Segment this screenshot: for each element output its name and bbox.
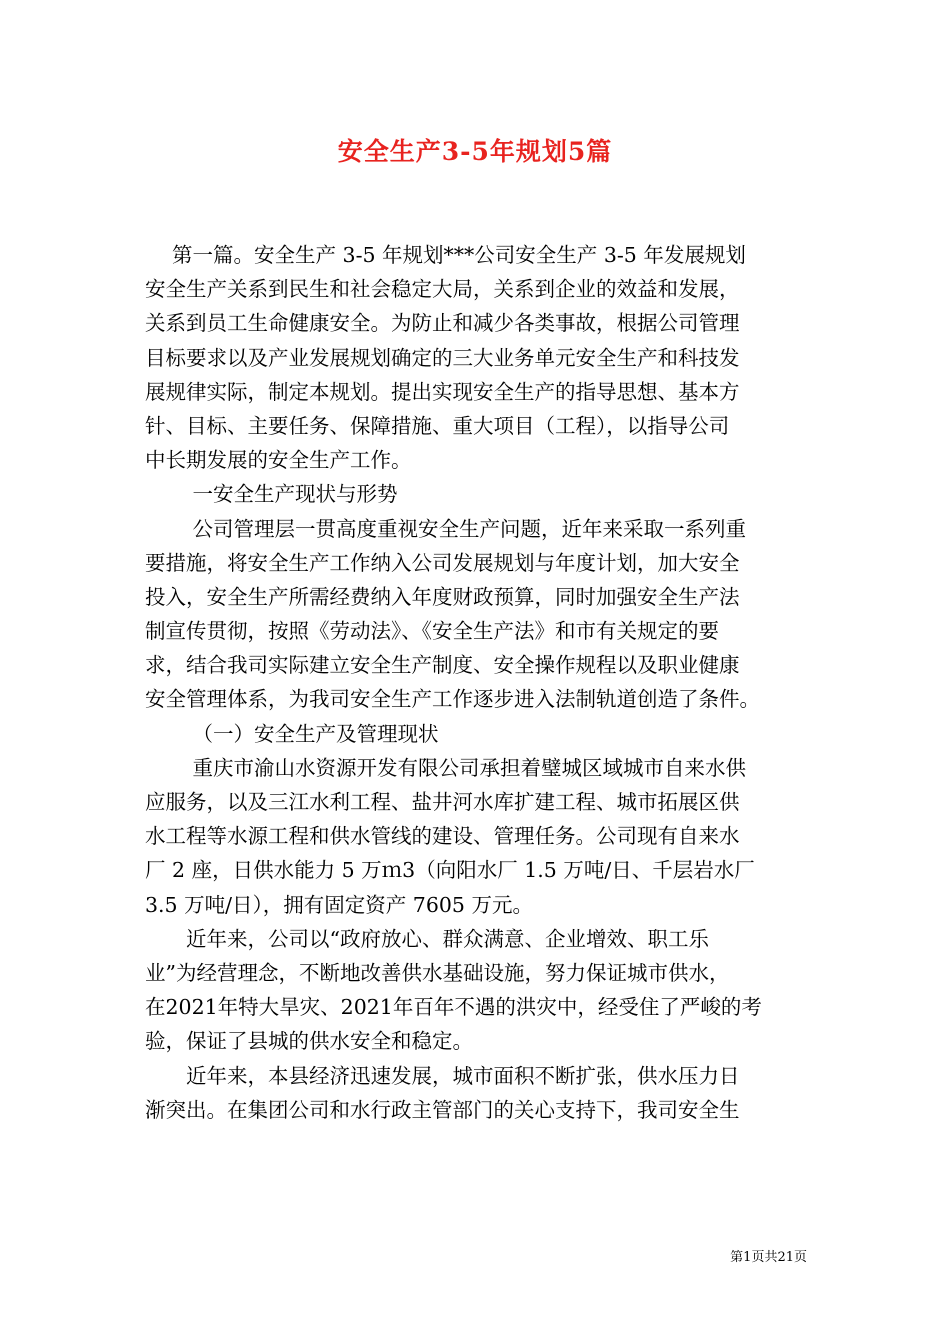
body-line: 公司管理层一贯高度重视安全生产问题，近年来采取一系列重 bbox=[145, 516, 747, 541]
body-line: 验，保证了县城的供水安全和稳定。 bbox=[145, 1029, 473, 1054]
body-line: 第一篇。安全生产 3-5 年规划***公司安全生产 3-5 年发展规划 bbox=[145, 243, 746, 267]
body-line: 近年来，本县经济迅速发展，城市面积不断扩张，供水压力日 bbox=[145, 1063, 740, 1088]
section-heading: 一安全生产现状与形势 bbox=[145, 482, 398, 507]
document-body bbox=[145, 238, 810, 1127]
body-line: 针、目标、主要任务、保障措施、重大项目（工程），以指导公司 bbox=[145, 413, 730, 438]
body-line: 在2021年特大旱灾、2021年百年不遇的洪灾中，经受住了严峻的考 bbox=[145, 995, 762, 1020]
body-line: 应服务，以及三江水利工程、盐井河水库扩建工程、城市拓展区供 bbox=[145, 790, 740, 814]
body-line: 制宣传贯彻，按照《劳动法》、《安全生产法》和市有关规定的要 bbox=[145, 619, 719, 644]
body-line: 投入，安全生产所需经费纳入年度财政预算，同时加强安全生产法 bbox=[145, 584, 740, 609]
body-line: 渐突出。在集团公司和水行政主管部门的关心支持下，我司安全生 bbox=[145, 1097, 740, 1122]
body-line: 关系到员工生命健康安全。为防止和减少各类事故，根据公司管理 bbox=[145, 311, 740, 336]
document-title: 安全生产3-5年规划5篇 bbox=[337, 137, 613, 166]
body-line: 3.5 万吨/日），拥有固定资产 7605 万元。 bbox=[145, 892, 533, 917]
body-line: 近年来，公司以“政府放心、群众满意、企业增效、职工乐 bbox=[145, 926, 709, 951]
body-line: 求，结合我司实际建立安全生产制度、安全操作规程以及职业健康 bbox=[145, 653, 740, 678]
subsection-heading: （一）安全生产及管理现状 bbox=[145, 721, 439, 746]
body-line: 中长期发展的安全生产工作。 bbox=[145, 448, 412, 473]
body-line: 重庆市渝山水资源开发有限公司承担着璧城区域城市自来水供 bbox=[145, 755, 747, 780]
body-line: 水工程等水源工程和供水管线的建设、管理任务。公司现有自来水 bbox=[145, 824, 740, 849]
body-line: 厂 2 座，日供水能力 5 万ｍ3（向阳水厂 1.5 万吨/日、千层岩水厂 bbox=[145, 858, 755, 883]
page-number: 第1页共21页 bbox=[730, 1250, 807, 1265]
body-line: 安全生产关系到民生和社会稳定大局，关系到企业的效益和发展， bbox=[145, 277, 740, 302]
body-line: 要措施，将安全生产工作纳入公司发展规划与年度计划，加大安全 bbox=[145, 550, 740, 575]
body-line: 业”为经营理念，不断地改善供水基础设施，努力保证城市供水， bbox=[145, 960, 730, 985]
body-line: 展规律实际，制定本规划。提出实现安全生产的指导思想、基本方 bbox=[145, 379, 740, 404]
body-line: 安全管理体系，为我司安全生产工作逐步进入法制轨道创造了条件。 bbox=[145, 687, 760, 712]
body-line: 目标要求以及产业发展规划确定的三大业务单元安全生产和科技发 bbox=[145, 345, 740, 370]
